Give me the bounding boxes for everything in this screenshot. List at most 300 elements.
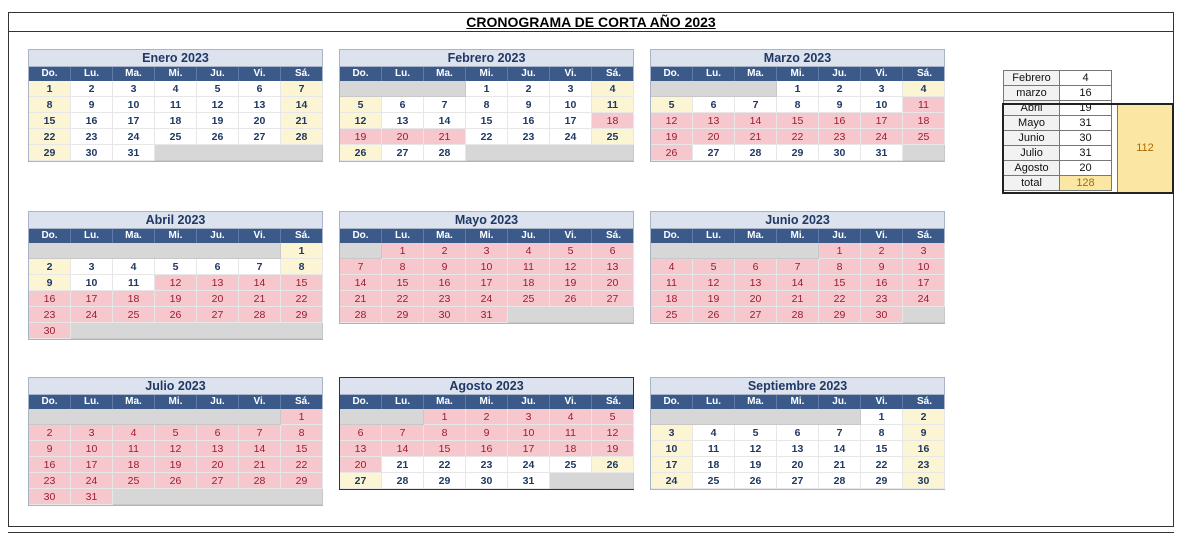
day-cell[interactable]: 19 [550, 275, 592, 291]
day-cell[interactable]: 10 [466, 259, 508, 275]
day-cell[interactable]: 7 [340, 259, 382, 275]
day-cell[interactable]: 15 [281, 441, 323, 457]
day-cell[interactable]: 24 [71, 307, 113, 323]
day-cell[interactable]: 5 [592, 409, 634, 425]
day-cell[interactable]: 25 [155, 129, 197, 145]
day-cell[interactable]: 23 [424, 291, 466, 307]
day-cell[interactable]: 5 [197, 81, 239, 97]
day-grid [651, 81, 944, 161]
day-cell[interactable]: 11 [155, 97, 197, 113]
day-cell[interactable]: 23 [861, 291, 903, 307]
day-cell[interactable]: 25 [651, 307, 693, 323]
day-cell[interactable]: 20 [197, 291, 239, 307]
weekday-label: Mi. [466, 229, 508, 243]
day-cell[interactable]: 23 [466, 457, 508, 473]
day-cell[interactable]: 8 [281, 425, 323, 441]
day-cell[interactable]: 2 [903, 409, 945, 425]
month-title: Enero 2023 [29, 50, 322, 67]
day-cell[interactable]: 1 [281, 409, 323, 425]
day-cell[interactable]: 29 [29, 145, 71, 161]
day-cell[interactable]: 1 [861, 409, 903, 425]
day-cell[interactable]: 20 [340, 457, 382, 473]
day-cell[interactable]: 6 [382, 97, 424, 113]
day-cell[interactable]: 14 [239, 441, 281, 457]
day-cell[interactable]: 5 [550, 243, 592, 259]
day-cell[interactable]: 5 [693, 259, 735, 275]
day-cell[interactable]: 19 [155, 457, 197, 473]
day-cell[interactable]: 22 [466, 129, 508, 145]
day-cell[interactable]: 19 [197, 113, 239, 129]
day-cell[interactable]: 15 [281, 275, 323, 291]
day-cell[interactable]: 1 [281, 243, 323, 259]
day-cell[interactable]: 14 [340, 275, 382, 291]
day-cell[interactable]: 28 [382, 473, 424, 489]
day-cell[interactable]: 5 [735, 425, 777, 441]
day-cell[interactable]: 6 [777, 425, 819, 441]
day-cell[interactable]: 11 [693, 441, 735, 457]
day-cell[interactable]: 28 [819, 473, 861, 489]
day-cell[interactable]: 16 [508, 113, 550, 129]
day-cell[interactable]: 29 [281, 307, 323, 323]
day-cell[interactable]: 4 [693, 425, 735, 441]
weekday-label: Ma. [735, 229, 777, 243]
day-cell[interactable]: 8 [29, 97, 71, 113]
day-cell[interactable]: 1 [424, 409, 466, 425]
day-cell[interactable]: 21 [735, 129, 777, 145]
day-cell[interactable]: 7 [281, 81, 323, 97]
day-cell[interactable]: 12 [197, 97, 239, 113]
day-cell[interactable]: 26 [735, 473, 777, 489]
day-cell[interactable]: 20 [239, 113, 281, 129]
day-cell[interactable]: 12 [340, 113, 382, 129]
day-cell[interactable]: 6 [592, 243, 634, 259]
day-cell[interactable]: 17 [903, 275, 945, 291]
day-cell[interactable]: 7 [424, 97, 466, 113]
day-cell[interactable]: 30 [71, 145, 113, 161]
day-cell[interactable]: 22 [819, 291, 861, 307]
day-cell[interactable]: 8 [466, 97, 508, 113]
month-title: Abril 2023 [29, 212, 322, 229]
weekday-label: Vi. [861, 395, 903, 409]
day-cell[interactable]: 6 [735, 259, 777, 275]
day-cell[interactable]: 25 [550, 457, 592, 473]
day-cell[interactable]: 22 [29, 129, 71, 145]
day-cell[interactable]: 30 [424, 307, 466, 323]
day-cell[interactable]: 9 [466, 425, 508, 441]
weekday-label: Vi. [550, 67, 592, 81]
day-cell[interactable]: 19 [693, 291, 735, 307]
day-cell[interactable]: 12 [155, 275, 197, 291]
weekday-header [29, 395, 322, 409]
day-cell[interactable]: 6 [239, 81, 281, 97]
day-cell[interactable]: 22 [424, 457, 466, 473]
day-cell[interactable]: 9 [29, 275, 71, 291]
day-cell[interactable]: 23 [71, 129, 113, 145]
day-cell[interactable]: 24 [651, 473, 693, 489]
calendar-abril [28, 211, 323, 340]
day-cell[interactable]: 18 [903, 113, 945, 129]
day-cell[interactable]: 6 [197, 425, 239, 441]
empty-cell [155, 145, 323, 161]
day-cell[interactable]: 4 [550, 409, 592, 425]
day-cell[interactable]: 2 [819, 81, 861, 97]
day-cell[interactable]: 22 [382, 291, 424, 307]
day-cell[interactable]: 26 [592, 457, 634, 473]
day-cell[interactable]: 31 [508, 473, 550, 489]
day-cell[interactable]: 16 [819, 113, 861, 129]
month-title: Agosto 2023 [340, 378, 633, 395]
day-cell[interactable]: 27 [239, 129, 281, 145]
day-cell[interactable]: 3 [550, 81, 592, 97]
day-cell[interactable]: 11 [550, 425, 592, 441]
day-cell[interactable]: 13 [735, 275, 777, 291]
day-cell[interactable]: 1 [466, 81, 508, 97]
day-cell[interactable]: 18 [651, 291, 693, 307]
day-cell[interactable]: 6 [197, 259, 239, 275]
day-cell[interactable]: 27 [592, 291, 634, 307]
day-cell[interactable]: 16 [424, 275, 466, 291]
day-cell[interactable]: 14 [735, 113, 777, 129]
day-cell[interactable]: 21 [239, 291, 281, 307]
weekday-label: Lu. [71, 67, 113, 81]
day-cell[interactable]: 4 [903, 81, 945, 97]
day-cell[interactable]: 9 [819, 97, 861, 113]
day-cell[interactable]: 12 [592, 425, 634, 441]
day-cell[interactable]: 15 [424, 441, 466, 457]
day-cell[interactable]: 13 [693, 113, 735, 129]
day-cell[interactable]: 27 [197, 473, 239, 489]
day-cell[interactable]: 7 [239, 425, 281, 441]
day-cell[interactable]: 17 [466, 275, 508, 291]
day-cell[interactable]: 17 [71, 291, 113, 307]
day-cell[interactable]: 26 [155, 307, 197, 323]
day-cell[interactable]: 1 [382, 243, 424, 259]
day-cell[interactable]: 24 [71, 473, 113, 489]
day-cell[interactable]: 4 [651, 259, 693, 275]
day-cell[interactable]: 31 [113, 145, 155, 161]
day-cell[interactable]: 25 [113, 473, 155, 489]
day-cell[interactable]: 8 [281, 259, 323, 275]
day-cell[interactable]: 18 [113, 457, 155, 473]
day-cell[interactable]: 28 [340, 307, 382, 323]
day-cell[interactable]: 21 [819, 457, 861, 473]
day-grid [29, 409, 322, 505]
day-cell[interactable]: 16 [29, 291, 71, 307]
day-cell[interactable]: 18 [693, 457, 735, 473]
day-cell[interactable]: 11 [592, 97, 634, 113]
day-cell[interactable]: 18 [592, 113, 634, 129]
day-cell[interactable]: 27 [735, 307, 777, 323]
day-cell[interactable]: 21 [340, 291, 382, 307]
day-cell[interactable]: 23 [819, 129, 861, 145]
day-cell[interactable]: 5 [155, 425, 197, 441]
day-cell[interactable]: 9 [424, 259, 466, 275]
day-cell[interactable]: 23 [903, 457, 945, 473]
day-cell[interactable]: 11 [903, 97, 945, 113]
day-cell[interactable]: 3 [71, 259, 113, 275]
day-cell[interactable]: 27 [777, 473, 819, 489]
day-cell[interactable]: 10 [71, 275, 113, 291]
weekday-label: Mi. [777, 67, 819, 81]
day-cell[interactable]: 14 [281, 97, 323, 113]
day-cell[interactable]: 24 [466, 291, 508, 307]
day-cell[interactable]: 20 [777, 457, 819, 473]
day-cell[interactable]: 13 [197, 275, 239, 291]
day-cell[interactable]: 30 [861, 307, 903, 323]
day-cell[interactable]: 8 [861, 425, 903, 441]
day-cell[interactable]: 16 [861, 275, 903, 291]
day-cell[interactable]: 24 [903, 291, 945, 307]
weekday-label: Ju. [508, 229, 550, 243]
day-cell[interactable]: 21 [424, 129, 466, 145]
day-cell[interactable]: 26 [197, 129, 239, 145]
day-cell[interactable]: 24 [113, 129, 155, 145]
day-cell[interactable]: 25 [113, 307, 155, 323]
day-cell[interactable]: 6 [693, 97, 735, 113]
day-cell[interactable]: 21 [239, 457, 281, 473]
day-cell[interactable]: 11 [113, 275, 155, 291]
day-cell[interactable]: 25 [903, 129, 945, 145]
day-cell[interactable]: 3 [861, 81, 903, 97]
day-cell[interactable]: 17 [71, 457, 113, 473]
day-cell[interactable]: 4 [155, 81, 197, 97]
summary-table [1003, 70, 1112, 191]
day-cell[interactable]: 15 [382, 275, 424, 291]
weekday-label: Ma. [424, 395, 466, 409]
day-cell[interactable]: 3 [903, 243, 945, 259]
day-cell[interactable]: 26 [651, 145, 693, 161]
day-cell[interactable]: 3 [508, 409, 550, 425]
day-cell[interactable]: 29 [382, 307, 424, 323]
day-cell[interactable]: 1 [819, 243, 861, 259]
day-cell[interactable]: 4 [592, 81, 634, 97]
day-cell[interactable]: 29 [777, 145, 819, 161]
day-cell[interactable]: 14 [819, 441, 861, 457]
day-cell[interactable]: 10 [71, 441, 113, 457]
day-cell[interactable]: 19 [592, 441, 634, 457]
day-cell[interactable]: 24 [508, 457, 550, 473]
day-cell[interactable]: 29 [281, 473, 323, 489]
day-cell[interactable]: 29 [424, 473, 466, 489]
day-cell[interactable]: 12 [735, 441, 777, 457]
day-cell[interactable]: 26 [340, 145, 382, 161]
day-cell[interactable]: 8 [424, 425, 466, 441]
day-cell[interactable]: 7 [777, 259, 819, 275]
day-cell[interactable]: 2 [508, 81, 550, 97]
day-cell[interactable]: 22 [861, 457, 903, 473]
day-cell[interactable]: 22 [281, 291, 323, 307]
day-cell[interactable]: 28 [735, 145, 777, 161]
day-cell[interactable]: 12 [693, 275, 735, 291]
day-cell[interactable]: 13 [239, 97, 281, 113]
day-cell[interactable]: 4 [113, 259, 155, 275]
day-cell[interactable]: 9 [29, 441, 71, 457]
day-cell[interactable]: 30 [29, 489, 71, 505]
day-cell[interactable]: 14 [239, 275, 281, 291]
day-cell[interactable]: 12 [155, 441, 197, 457]
day-cell[interactable]: 20 [735, 291, 777, 307]
day-cell[interactable]: 10 [550, 97, 592, 113]
day-cell[interactable]: 25 [592, 129, 634, 145]
day-cell[interactable]: 24 [861, 129, 903, 145]
day-cell[interactable]: 27 [382, 145, 424, 161]
day-cell[interactable]: 21 [382, 457, 424, 473]
day-cell[interactable]: 18 [155, 113, 197, 129]
day-cell[interactable]: 7 [819, 425, 861, 441]
day-cell[interactable]: 18 [550, 441, 592, 457]
day-cell[interactable]: 27 [197, 307, 239, 323]
day-cell[interactable]: 17 [550, 113, 592, 129]
day-cell[interactable]: 15 [466, 113, 508, 129]
day-cell[interactable]: 21 [281, 113, 323, 129]
day-cell[interactable]: 25 [508, 291, 550, 307]
day-cell[interactable]: 14 [424, 113, 466, 129]
day-cell[interactable]: 13 [197, 441, 239, 457]
day-cell[interactable]: 28 [239, 473, 281, 489]
day-cell[interactable]: 6 [340, 425, 382, 441]
day-cell[interactable]: 30 [819, 145, 861, 161]
day-cell[interactable]: 13 [382, 113, 424, 129]
day-cell[interactable]: 12 [651, 113, 693, 129]
day-cell[interactable]: 23 [29, 473, 71, 489]
weekday-label: Mi. [155, 395, 197, 409]
day-cell[interactable]: 20 [592, 275, 634, 291]
day-cell[interactable]: 16 [71, 113, 113, 129]
day-cell[interactable]: 9 [508, 97, 550, 113]
day-cell[interactable]: 25 [693, 473, 735, 489]
day-cell[interactable]: 2 [29, 425, 71, 441]
day-cell[interactable]: 18 [113, 291, 155, 307]
day-cell[interactable]: 15 [777, 113, 819, 129]
day-cell[interactable]: 28 [281, 129, 323, 145]
day-cell[interactable]: 4 [508, 243, 550, 259]
day-cell[interactable]: 17 [113, 113, 155, 129]
day-cell[interactable]: 19 [155, 291, 197, 307]
day-cell[interactable]: 8 [819, 259, 861, 275]
day-cell[interactable]: 13 [592, 259, 634, 275]
day-cell[interactable]: 30 [903, 473, 945, 489]
day-cell[interactable]: 15 [819, 275, 861, 291]
day-cell[interactable]: 31 [71, 489, 113, 505]
day-cell[interactable]: 2 [466, 409, 508, 425]
day-cell[interactable]: 16 [903, 441, 945, 457]
day-cell[interactable]: 17 [651, 457, 693, 473]
day-cell[interactable]: 19 [735, 457, 777, 473]
day-cell[interactable]: 8 [777, 97, 819, 113]
weekday-label: Mi. [466, 395, 508, 409]
weekday-label: Do. [340, 67, 382, 81]
day-cell[interactable]: 17 [861, 113, 903, 129]
day-cell[interactable]: 14 [777, 275, 819, 291]
day-cell[interactable]: 30 [29, 323, 71, 339]
day-cell[interactable]: 24 [550, 129, 592, 145]
day-cell[interactable]: 17 [508, 441, 550, 457]
day-cell[interactable]: 7 [735, 97, 777, 113]
day-cell[interactable]: 19 [340, 129, 382, 145]
weekday-header [340, 229, 633, 243]
day-cell[interactable]: 2 [424, 243, 466, 259]
day-cell[interactable]: 11 [113, 441, 155, 457]
day-cell[interactable]: 8 [382, 259, 424, 275]
day-cell[interactable]: 10 [113, 97, 155, 113]
day-cell[interactable]: 20 [693, 129, 735, 145]
day-cell[interactable]: 10 [651, 441, 693, 457]
day-cell[interactable]: 2 [29, 259, 71, 275]
day-cell[interactable]: 13 [777, 441, 819, 457]
weekday-label: Ju. [508, 67, 550, 81]
day-cell[interactable]: 5 [651, 97, 693, 113]
day-cell[interactable]: 1 [777, 81, 819, 97]
day-cell[interactable]: 14 [382, 441, 424, 457]
day-cell[interactable]: 26 [693, 307, 735, 323]
summary-row [1004, 161, 1112, 176]
day-cell[interactable]: 15 [861, 441, 903, 457]
day-cell[interactable]: 10 [903, 259, 945, 275]
day-cell[interactable]: 10 [861, 97, 903, 113]
day-cell[interactable]: 10 [508, 425, 550, 441]
day-cell[interactable]: 3 [651, 425, 693, 441]
day-cell[interactable]: 21 [777, 291, 819, 307]
day-cell[interactable]: 19 [651, 129, 693, 145]
weekday-header [340, 395, 633, 409]
day-cell[interactable]: 26 [155, 473, 197, 489]
day-cell[interactable]: 9 [903, 425, 945, 441]
weekday-label: Vi. [239, 395, 281, 409]
day-cell[interactable]: 23 [29, 307, 71, 323]
day-cell[interactable]: 26 [550, 291, 592, 307]
day-cell[interactable]: 11 [508, 259, 550, 275]
summary-month-value: 16 [1060, 86, 1112, 101]
day-cell[interactable]: 12 [550, 259, 592, 275]
day-cell[interactable]: 31 [466, 307, 508, 323]
day-cell[interactable]: 18 [508, 275, 550, 291]
day-cell[interactable]: 28 [424, 145, 466, 161]
day-cell[interactable]: 20 [197, 457, 239, 473]
day-cell[interactable]: 29 [861, 473, 903, 489]
day-cell[interactable]: 5 [155, 259, 197, 275]
day-cell[interactable]: 5 [340, 97, 382, 113]
day-cell[interactable]: 3 [466, 243, 508, 259]
day-cell[interactable]: 30 [466, 473, 508, 489]
day-cell[interactable]: 13 [340, 441, 382, 457]
day-cell[interactable]: 27 [693, 145, 735, 161]
day-cell[interactable]: 20 [382, 129, 424, 145]
day-cell[interactable]: 31 [861, 145, 903, 161]
day-cell[interactable]: 28 [777, 307, 819, 323]
day-cell[interactable]: 7 [239, 259, 281, 275]
page-title: CRONOGRAMA DE CORTA AÑO 2023 [8, 13, 1174, 32]
day-cell[interactable]: 16 [29, 457, 71, 473]
day-cell[interactable]: 22 [281, 457, 323, 473]
day-cell[interactable]: 4 [113, 425, 155, 441]
day-cell[interactable]: 23 [508, 129, 550, 145]
day-cell[interactable]: 22 [777, 129, 819, 145]
day-cell[interactable]: 16 [466, 441, 508, 457]
day-cell[interactable]: 9 [71, 97, 113, 113]
day-cell[interactable]: 1 [29, 81, 71, 97]
day-cell[interactable]: 3 [113, 81, 155, 97]
day-cell[interactable]: 2 [861, 243, 903, 259]
day-cell[interactable]: 7 [382, 425, 424, 441]
day-cell[interactable]: 3 [71, 425, 113, 441]
day-cell[interactable]: 28 [239, 307, 281, 323]
day-cell[interactable]: 9 [861, 259, 903, 275]
day-cell[interactable]: 27 [340, 473, 382, 489]
day-cell[interactable]: 15 [29, 113, 71, 129]
day-cell[interactable]: 11 [651, 275, 693, 291]
day-cell[interactable]: 2 [71, 81, 113, 97]
day-cell[interactable]: 29 [819, 307, 861, 323]
